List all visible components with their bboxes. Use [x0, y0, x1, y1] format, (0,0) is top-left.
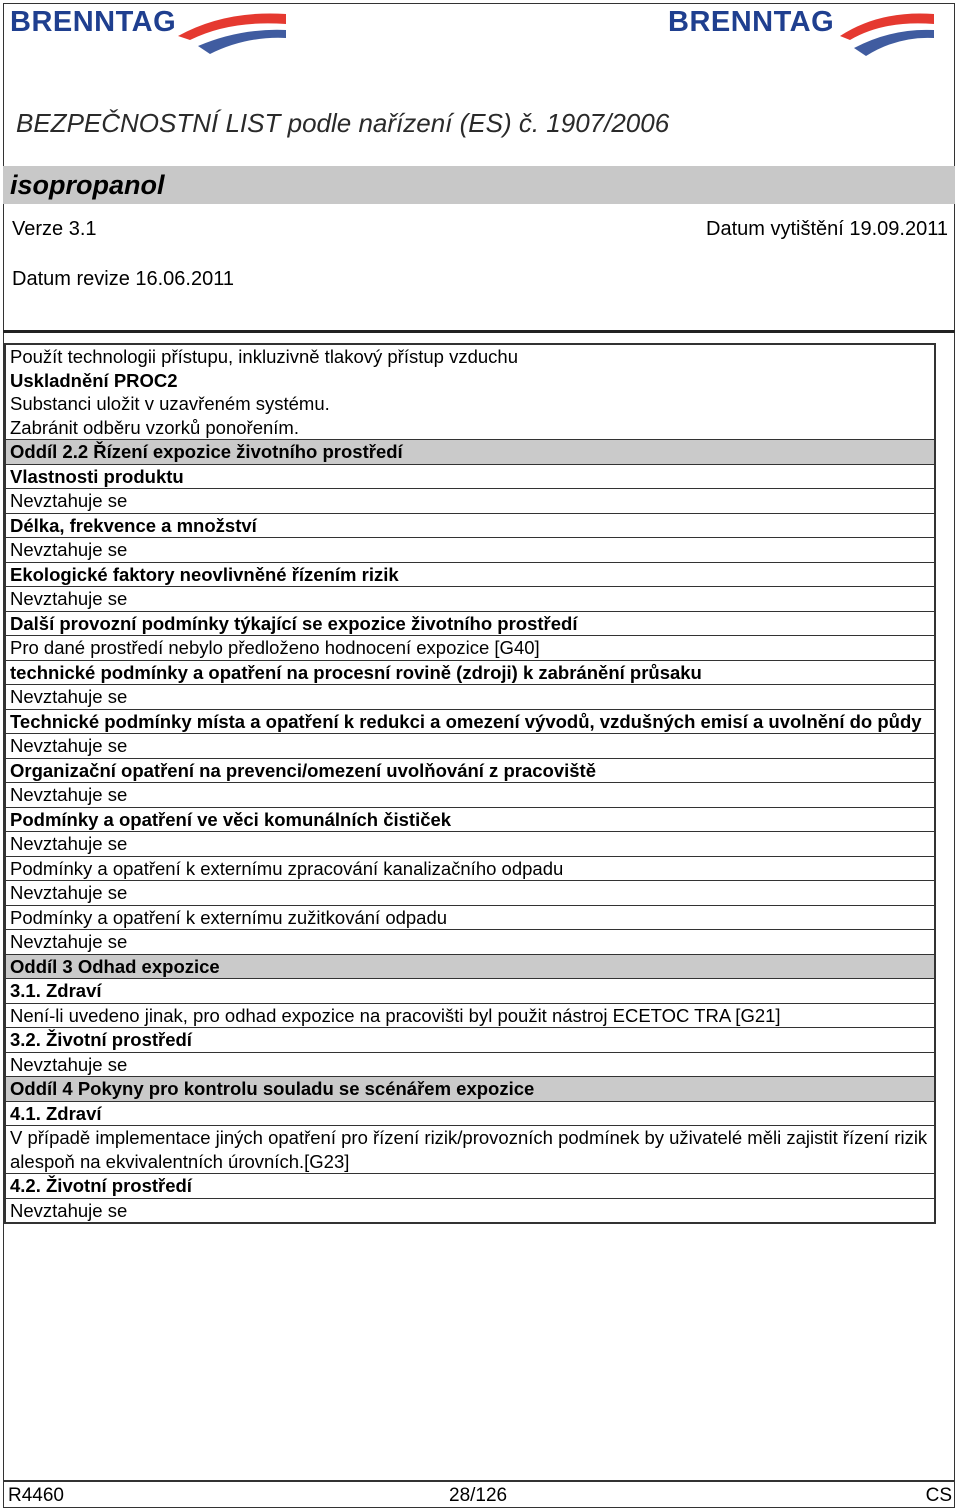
text-row: Nevztahuje se: [6, 783, 934, 808]
footer-divider: [3, 1480, 955, 1482]
text-row: Nevztahuje se: [6, 734, 934, 759]
brand-wordmark-left: BRENNTAG: [10, 6, 177, 38]
print-date: Datum vytištění 19.09.2011: [706, 218, 948, 240]
header-divider: [3, 330, 955, 333]
text-row: Nevztahuje se: [10, 1199, 128, 1221]
text-row: Nevztahuje se: [6, 685, 934, 710]
text-row: Substanci uložit v uzavřeném systému.: [10, 393, 330, 414]
text-row: V případě implementace jiných opatření pro řízení rizik/provozních podmínek by uživatelé měli zajistit řízení rizik alespoň na ekvivalentních úrovních.[G23]: [6, 1126, 934, 1174]
brenntag-logo-right: [668, 6, 938, 66]
text-row: Nevztahuje se: [6, 881, 934, 906]
subsection-heading: Podmínky a opatření ve věci komunálních čističek: [6, 808, 934, 833]
footer-page-number: 28/126: [449, 1485, 508, 1506]
subsection-heading: Uskladnění PROC2: [10, 369, 178, 391]
text-row: Nevztahuje se: [6, 489, 934, 514]
subsection-heading: technické podmínky a opatření na procesní rovině (zdroji) k zabránění průsaku: [6, 661, 934, 686]
content-table: [4, 343, 936, 1224]
subsection-heading: Vlastnosti produktu: [6, 465, 934, 490]
footer-document-code: R4460: [8, 1485, 64, 1506]
text-row: Nevztahuje se: [6, 538, 934, 563]
subsection-heading: 4.2. Životní prostředí: [6, 1174, 934, 1199]
revision-date: Datum revize 16.06.2011: [12, 268, 234, 290]
subsection-heading: 3.1. Zdraví: [6, 979, 934, 1004]
version-label: Verze 3.1: [12, 218, 97, 240]
subsection-heading: 4.1. Zdraví: [6, 1102, 934, 1127]
subsection-heading: Organizační opatření na prevenci/omezení uvolňování z pracoviště: [6, 759, 934, 784]
footer-language: CS: [925, 1485, 952, 1506]
text-row: Nevztahuje se: [6, 587, 934, 612]
text-row: Nevztahuje se: [6, 1053, 934, 1078]
text-row: Nevztahuje se: [6, 832, 934, 857]
section-heading: Oddíl 2.2 Řízení expozice životního prostředí: [6, 440, 934, 465]
section-heading: Oddíl 4 Pokyny pro kontrolu souladu se scénářem expozice: [6, 1077, 934, 1102]
text-row: Pro dané prostředí nebylo předloženo hodnocení expozice [G40]: [6, 636, 934, 661]
subsection-heading: Technické podmínky místa a opatření k redukci a omezení vývodů, vzdušných emisí a uvolnění do půdy: [6, 710, 934, 735]
product-name: isopropanol: [10, 170, 165, 200]
text-row: Zabránit odběru vzorků ponořením.: [6, 416, 934, 441]
subsection-heading: 3.2. Životní prostředí: [6, 1028, 934, 1053]
subsection-heading: Ekologické faktory neovlivněné řízením rizik: [6, 563, 934, 588]
brand-wordmark-right: BRENNTAG: [668, 6, 835, 38]
subsection-heading: Délka, frekvence a množství: [6, 514, 934, 539]
text-row: Není-li uvedeno jinak, pro odhad expozice na pracovišti byl použit nástroj ECETOC TRA [G21]: [6, 1004, 934, 1029]
text-row: Použít technologii přístupu, inkluzivně tlakový přístup vzduchu: [10, 346, 519, 367]
subsection-heading: Další provozní podmínky týkající se expozice životního prostředí: [6, 612, 934, 637]
section-heading: Oddíl 3 Odhad expozice: [6, 955, 934, 980]
brenntag-logo-left: [10, 6, 290, 66]
text-row: Podmínky a opatření k externímu zpracování kanalizačního odpadu: [6, 857, 934, 882]
document-title: BEZPEČNOSTNÍ LIST podle nařízení (ES) č. 1907/2006: [16, 108, 670, 138]
text-row: Podmínky a opatření k externímu zužitkování odpadu: [6, 906, 934, 931]
text-row: Nevztahuje se: [6, 930, 934, 955]
